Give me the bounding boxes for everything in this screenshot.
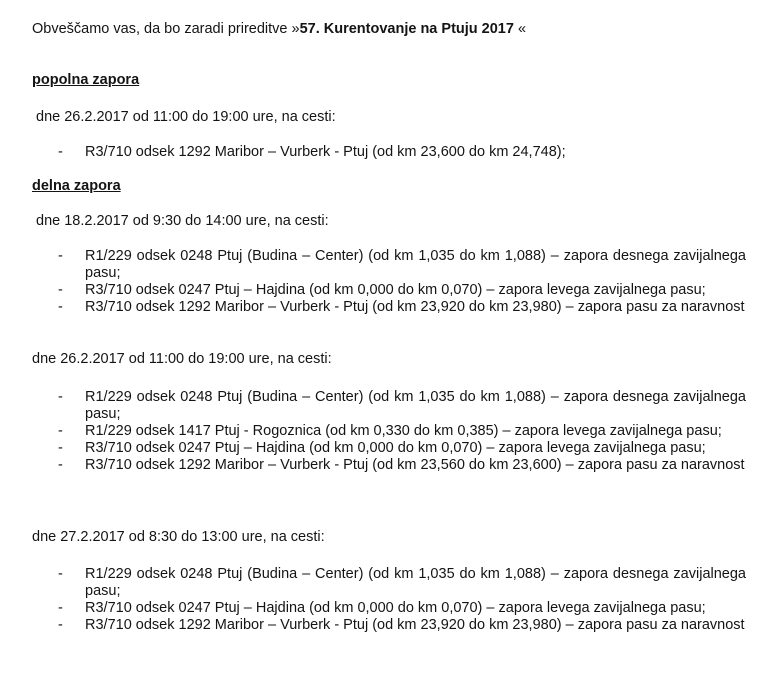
list-item xyxy=(58,282,746,299)
list-item xyxy=(58,440,746,457)
list-item-text: R1/229 odsek 0248 Ptuj (Budina – Center) (od km 1,035 do km 1,088) – zapora desnega zavijalnega pasu; xyxy=(85,248,746,281)
list-item xyxy=(58,600,746,617)
list-item-text: R1/229 odsek 0248 Ptuj (Budina – Center) (od km 1,035 do km 1,088) – zapora desnega zavijalnega pasu; xyxy=(85,566,746,599)
list-item xyxy=(58,389,746,423)
section-heading-partial-closure: delna zapora xyxy=(32,178,121,194)
list-item xyxy=(58,423,746,440)
date-line: dne 26.2.2017 od 11:00 do 19:00 ure, na cesti: xyxy=(32,351,332,367)
bullet-dash: - xyxy=(58,617,63,633)
intro-prefix: Obveščamo vas, da bo zaradi prireditve » xyxy=(32,21,300,37)
list-item xyxy=(58,566,746,600)
list-item xyxy=(58,144,746,161)
bullet-dash: - xyxy=(58,389,63,405)
bullet-dash: - xyxy=(58,144,63,160)
list-item-text: R3/710 odsek 1292 Maribor – Vurberk - Ptuj (od km 23,920 do km 23,980) – zapora pasu za naravnost xyxy=(85,617,745,633)
bullet-dash: - xyxy=(58,248,63,264)
bullet-dash: - xyxy=(58,457,63,473)
road-list xyxy=(58,248,746,316)
section-heading-full-closure: popolna zapora xyxy=(32,72,140,88)
road-list xyxy=(58,389,746,474)
bullet-dash: - xyxy=(58,423,63,439)
date-line: dne 18.2.2017 od 9:30 do 14:00 ure, na cesti: xyxy=(36,213,329,229)
road-list xyxy=(58,566,746,634)
bullet-dash: - xyxy=(58,440,63,456)
road-list xyxy=(58,144,746,161)
bullet-dash: - xyxy=(58,299,63,315)
list-item-text: R1/229 odsek 1417 Ptuj - Rogoznica (od km 0,330 do km 0,385) – zapora levega zavijalnega pasu; xyxy=(85,423,722,439)
bullet-dash: - xyxy=(58,600,63,616)
date-line: dne 27.2.2017 od 8:30 do 13:00 ure, na cesti: xyxy=(32,529,325,545)
list-item-text: R3/710 odsek 0247 Ptuj – Hajdina (od km 0,000 do km 0,070) – zapora levega zavijalnega pasu; xyxy=(85,440,706,456)
list-item xyxy=(58,457,746,474)
list-item-text: R1/229 odsek 0248 Ptuj (Budina – Center) (od km 1,035 do km 1,088) – zapora desnega zavijalnega pasu; xyxy=(85,389,746,422)
list-item-text: R3/710 odsek 0247 Ptuj – Hajdina (od km 0,000 do km 0,070) – zapora levega zavijalnega pasu; xyxy=(85,282,706,298)
list-item-text: R3/710 odsek 0247 Ptuj – Hajdina (od km 0,000 do km 0,070) – zapora levega zavijalnega pasu; xyxy=(85,600,706,616)
list-item-text: R3/710 odsek 1292 Maribor – Vurberk - Ptuj (od km 23,920 do km 23,980) – zapora pasu za naravnost xyxy=(85,299,745,315)
list-item xyxy=(58,299,746,316)
list-item xyxy=(58,248,746,282)
list-item-text: R3/710 odsek 1292 Maribor – Vurberk - Ptuj (od km 23,600 do km 24,748); xyxy=(85,144,566,160)
bullet-dash: - xyxy=(58,566,63,582)
intro-suffix: « xyxy=(513,21,527,37)
bullet-dash: - xyxy=(58,282,63,298)
date-line: dne 26.2.2017 od 11:00 do 19:00 ure, na cesti: xyxy=(36,109,336,125)
intro-paragraph xyxy=(32,21,752,38)
event-name: 57. Kurentovanje na Ptuju 2017 xyxy=(299,21,514,37)
list-item-text: R3/710 odsek 1292 Maribor – Vurberk - Ptuj (od km 23,560 do km 23,600) – zapora pasu za naravnost xyxy=(85,457,745,473)
list-item xyxy=(58,617,746,634)
